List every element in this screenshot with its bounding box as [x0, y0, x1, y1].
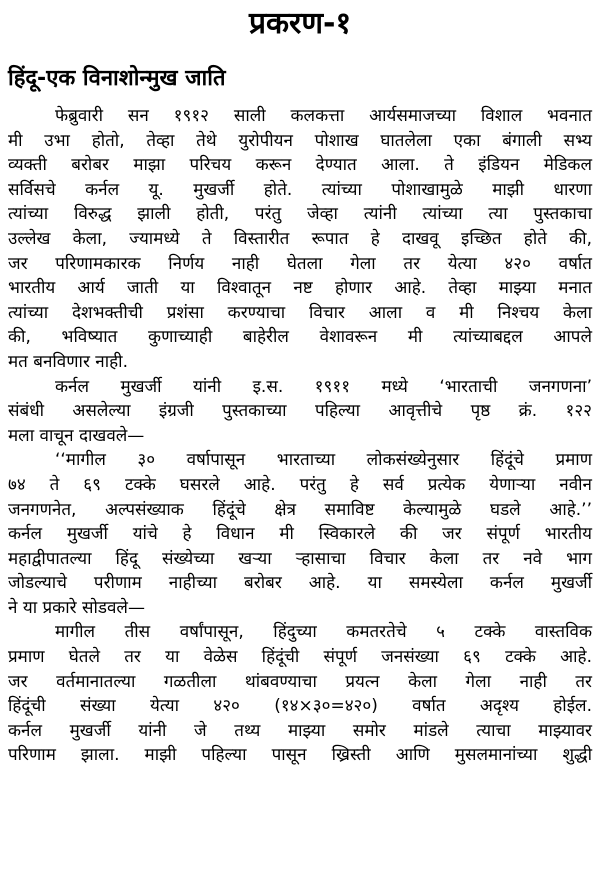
text-line: व्यक्ती बरोबर माझा परिचय करून देण्यात आला. ते इंडियन मेडिकल	[8, 155, 592, 176]
text-line: जर वर्तमानातल्या गळतीला थांबवण्याचा प्रयत्न केला गेला नाही तर	[8, 671, 592, 692]
section-heading: हिंदू-एक विनाशोन्मुख जाति	[8, 66, 226, 91]
text-line: जोडल्याचे परीणाम नाहीच्या बरोबर आहे. या समस्येला कर्नल मुखर्जी	[8, 573, 592, 594]
body-text	[8, 104, 592, 768]
text-line: परिणाम झाला. माझी पहिल्या पासून ख्रिस्ती आणि मुसलमानांच्या शुद्धी	[8, 745, 592, 766]
text-line: ‘‘मागील ३० वर्षापासून भारताच्या लोकसंख्येनुसार हिंदूंचे प्रमाण	[55, 450, 592, 471]
text-line: मला वाचून दाखवले—	[8, 425, 145, 446]
text-line: उल्लेख केला, ज्यामध्ये ते विस्तारीत रूपात हे दाखवू इच्छित होते की,	[8, 228, 592, 249]
chapter-title: प्रकरण-१	[248, 6, 352, 41]
text-line: मी उभा होतो, तेव्हा तेथे युरोपीयन पोशाख घातलेला एका बंगाली सभ्य	[8, 130, 592, 151]
text-line: ७४ ते ६९ टक्के घसरले आहे. परंतु हे सर्व प्रत्येक येणाऱ्या नवीन	[8, 474, 592, 495]
text-line: प्रमाण घेतले तर या वेळेस हिंदूंची संपूर्ण जनसंख्या ६९ टक्के आहे.	[8, 647, 592, 668]
text-line: कर्नल मुखर्जी यांचे हे विधान मी स्विकारले की जर संपूर्ण भारतीय	[8, 524, 592, 545]
text-line: की, भविष्यात कुणाच्याही बाहेरील वेशावरून मी त्यांच्याबद्दल आपले	[8, 327, 592, 348]
text-line: भारतीय आर्य जाती या विश्वातून नष्ट होणार आहे. तेव्हा माझ्या मनात	[8, 278, 592, 299]
text-line: फेब्रुवारी सन १९१२ साली कलकत्ता आर्यसमाजच्या विशाल भवनात	[55, 106, 592, 126]
text-line: जनगणनेत, अल्पसंख्याक हिंदूंचे क्षेत्र समाविष्ट केल्यामुळे घडले आहे.’’	[8, 499, 592, 520]
text-line: सर्विसचे कर्नल यू. मुखर्जी होते. त्यांच्या पोशाखामुळे माझी धारणा	[8, 179, 592, 200]
text-line: जर परिणामकारक निर्णय नाही घेतला गेला तर येत्या ४२० वर्षात	[8, 253, 592, 274]
text-line: त्यांच्या विरुद्ध झाली होती, परंतु जेव्हा त्यांनी त्यांच्या त्या पुस्तकाचा	[8, 204, 592, 225]
text-line: कर्नल मुखर्जी यांनी जे तथ्य माझ्या समोर मांडले त्याचा माझ्यावर	[8, 720, 592, 741]
text-line: संबंधी असलेल्या इंग्रजी पुस्तकाच्या पहिल्या आवृत्तीचे पृष्ठ क्रं. १२२	[8, 401, 592, 422]
text-line: मत बनविणार नाही.	[8, 351, 128, 372]
text-line: महाद्वीपातल्या हिंदू संख्येच्या खऱ्या ऱ्हासाचा विचार केला तर नवे भाग	[8, 548, 592, 569]
text-line: हिंदूंची संख्या येत्या ४२० (१४×३०=४२०) वर्षात अदृश्य होईल.	[8, 696, 592, 717]
text-line: ने या प्रकारे सोडवले—	[8, 597, 145, 618]
text-line: त्यांच्या देशभक्तीची प्रशंसा करण्याचा विचार आला व मी निश्चय केला	[8, 302, 592, 323]
text-line: कर्नल मुखर्जी यांनी इ.स. १९११ मध्ये ‘भारताची जनगणना’	[55, 376, 592, 397]
text-line: मागील तीस वर्षांपासून, हिंदुच्या कमतरतेचे ५ टक्के वास्तविक	[55, 622, 592, 643]
